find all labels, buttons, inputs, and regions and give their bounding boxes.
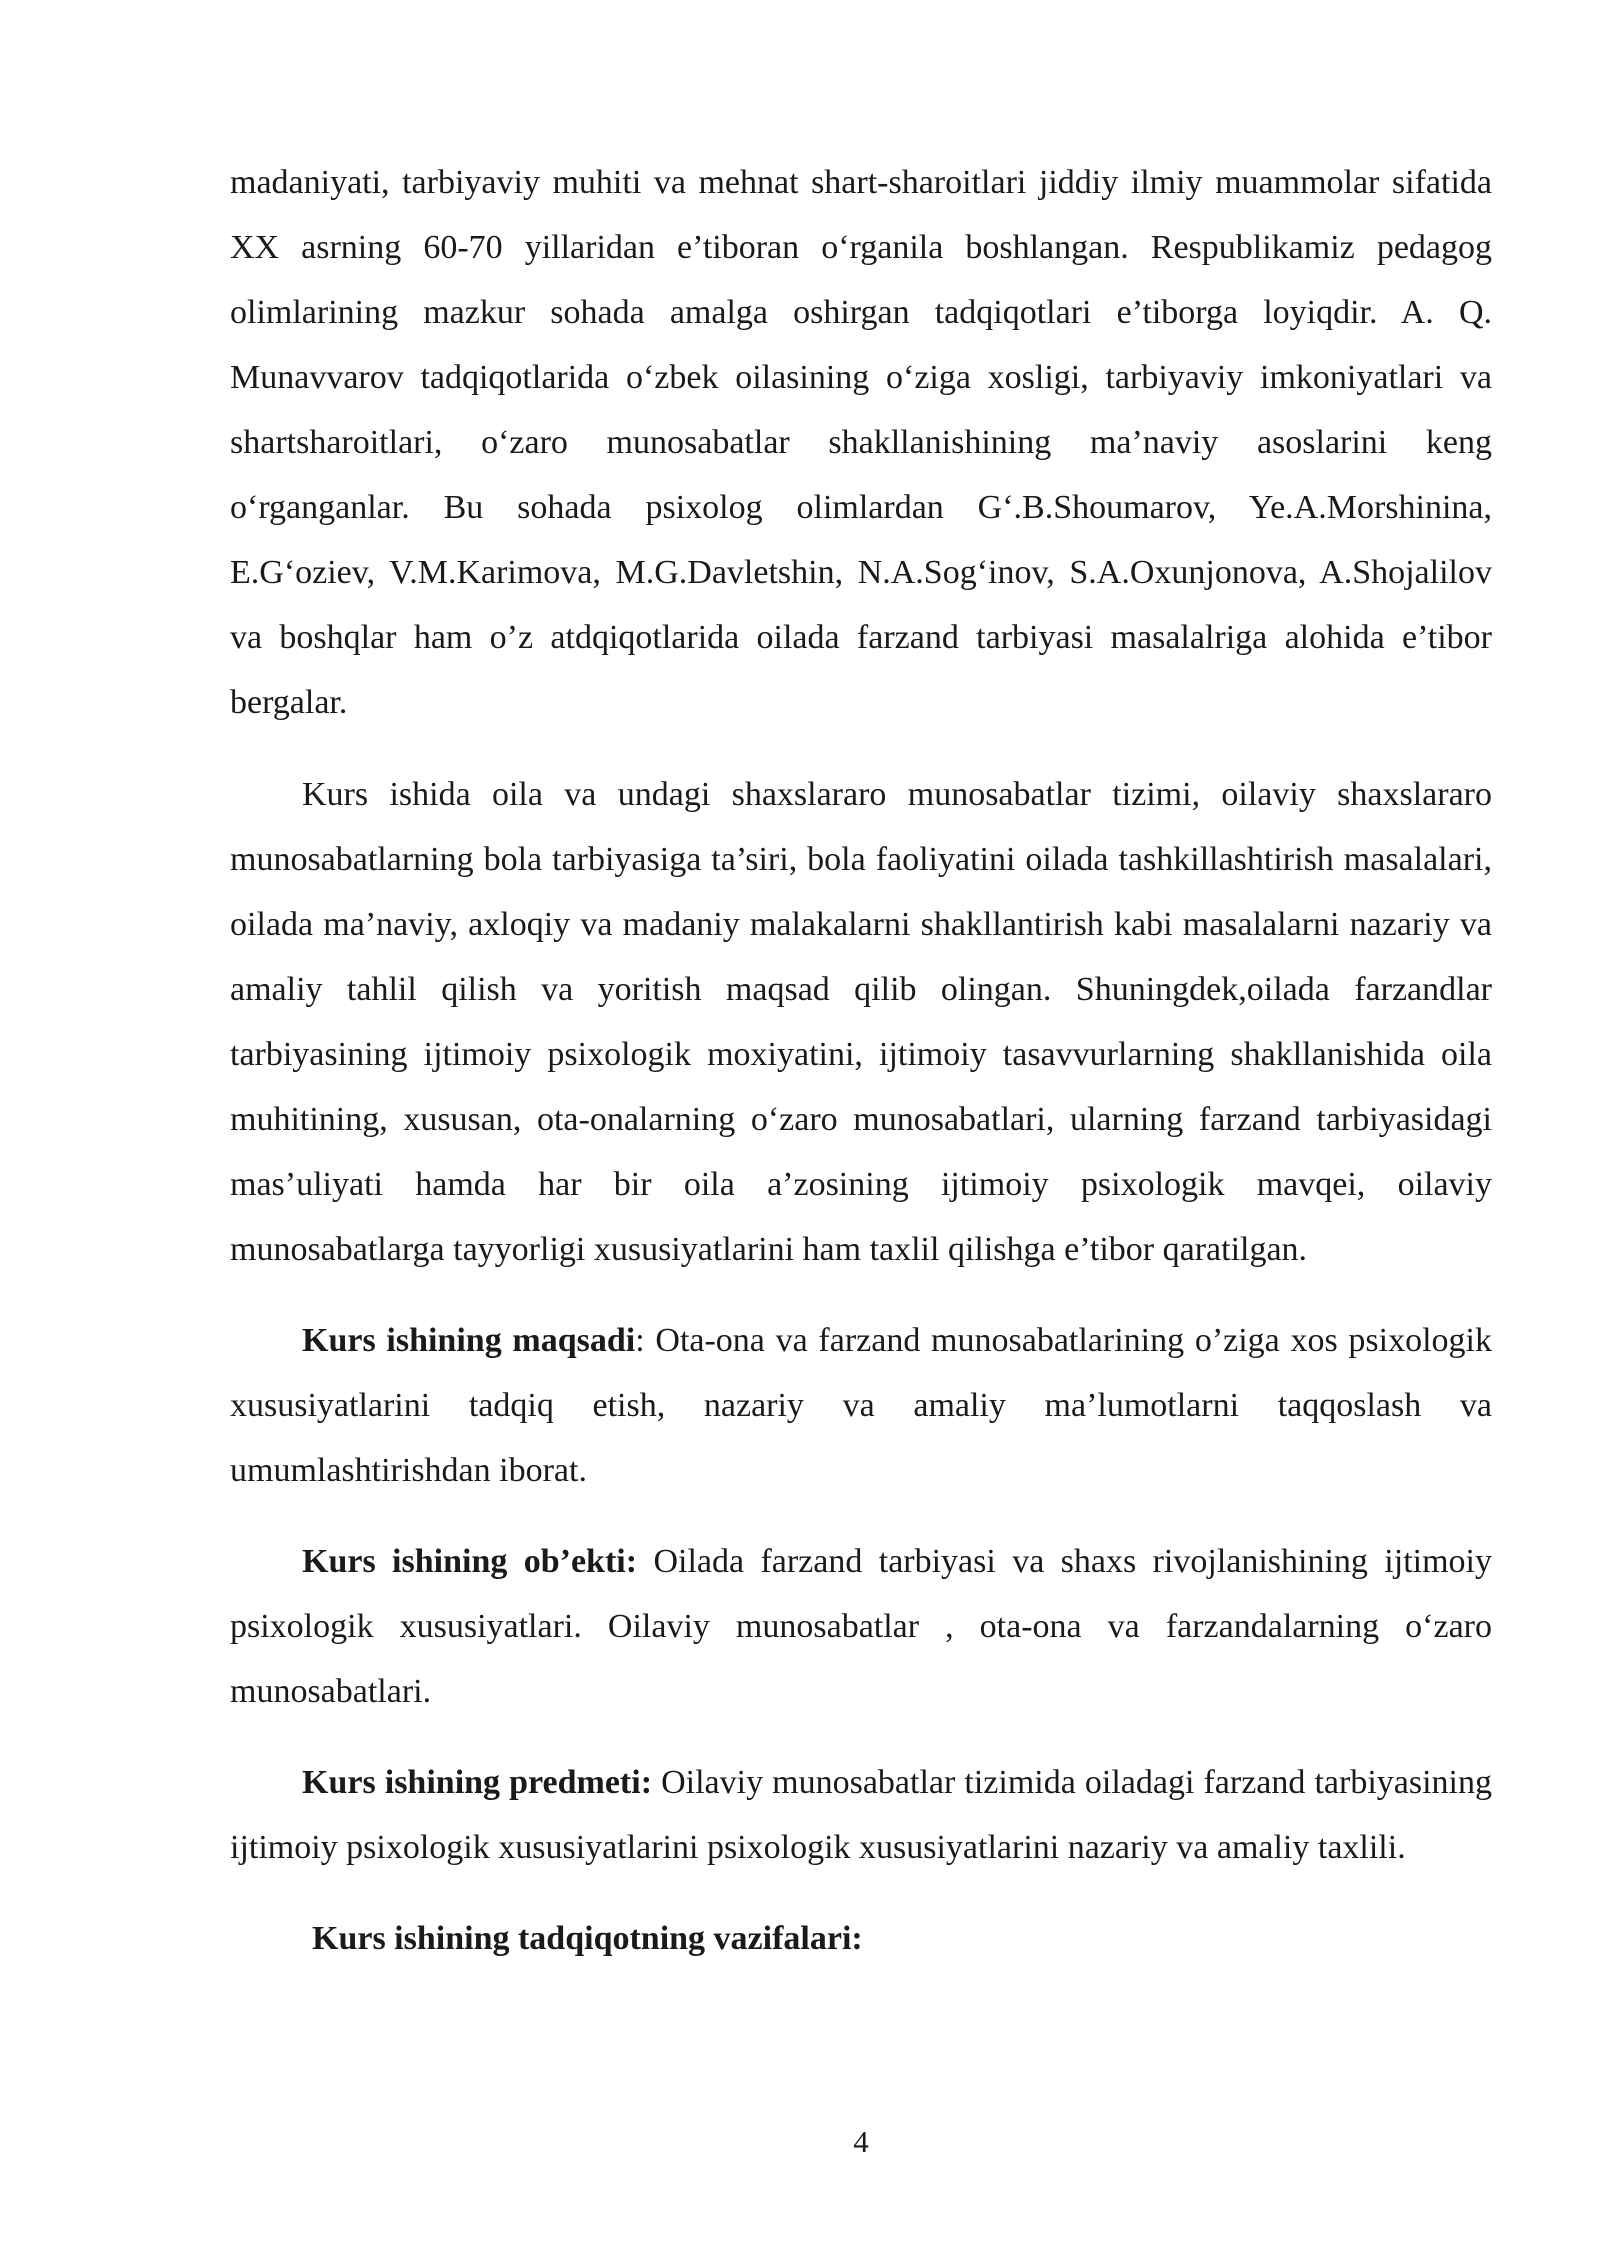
goal-text: : Ota-ona va farzand munosabatlarining o’ziga xos psixologik xususiyatlarini tadqiq etish, nazariy va amaliy ma’lumotlarni taqqoslash va umumlashtirishdan iborat.	[230, 1322, 1492, 1489]
object-label: Kurs ishining ob’ekti:	[302, 1543, 638, 1580]
paragraph-subject	[230, 1750, 1492, 1880]
paragraph-object	[230, 1529, 1492, 1724]
paragraph-goal	[230, 1308, 1492, 1503]
document-page	[230, 150, 1492, 1971]
page-number: 4	[853, 2124, 869, 2159]
subject-label: Kurs ishining predmeti:	[302, 1764, 653, 1801]
subject-text: Oilaviy munosabatlar tizimida oiladagi farzand tarbiyasining ijtimoiy psixologik xususiyatlarini psixologik xususiyatlarini nazariy va amaliy taxlili.	[230, 1764, 1492, 1866]
object-text: Oilada farzand tarbiyasi va shaxs rivojlanishining ijtimoiy psixologik xususiyatlari. Oilaviy munosabatlar , ota-ona va farzandalarning o‘zaro munosabatlari.	[230, 1543, 1492, 1710]
paragraph-course-scope: Kurs ishida oila va undagi shaxslararo munosabatlar tizimi, oilaviy shaxslararo munosabatlarning bola tarbiyasiga ta’siri, bola faoliyatini oilada tashkillashtirish masalalari, oilada ma’naviy, axloqiy va madaniy malakalarni shakllantirish kabi masalalarni nazariy va amaliy tahlil qilish va yoritish maqsad qilib olingan. Shuningdek,oilada farzandlar tarbiyasining ijtimoiy psixologik moxiyatini, ijtimoiy tasavvurlarning shakllanishida oila muhitining, xususan, ota-onalarning o‘zaro munosabatlari, ularning farzand tarbiyasidagi mas’uliyati hamda har bir oila a’zosining ijtimoiy psixologik mavqei, oilaviy munosabatlarga tayyorligi xususiyatlarini ham taxlil qilishga e’tibor qaratilgan.	[230, 776, 1492, 1268]
goal-label: Kurs ishining maqsadi	[302, 1322, 636, 1359]
tasks-heading: Kurs ishining tadqiqotning vazifalari:	[312, 1920, 863, 1957]
paragraph-intro: madaniyati, tarbiyaviy muhiti va mehnat shart-sharoitlari jiddiy ilmiy muammolar sifatida XX asrning 60-70 yillaridan e’tiboran o‘rganila boshlangan. Respublikamiz pedagog olimlarining mazkur sohada amalga oshirgan tadqiqotlari e’tiborga loyiqdir. A. Q. Munavvarov tadqiqotlarida o‘zbek oilasining o‘ziga xosligi, tarbiyaviy imkoniyatlari va shartsharoitlari, o‘zaro munosabatlar shakllanishining ma’naviy asoslarini keng o‘rganganlar. Bu sohada psixolog olimlardan G‘.B.Shoumarov, Ye.A.Morshinina, E.G‘oziev, V.M.Karimova, M.G.Davletshin, N.A.Sog‘inov, S.A.Oxunjonova, A.Shojalilov va boshqlar ham o’z atdqiqotlarida oilada farzand tarbiyasi masalalriga alohida e’tibor bergalar.	[230, 164, 1492, 721]
